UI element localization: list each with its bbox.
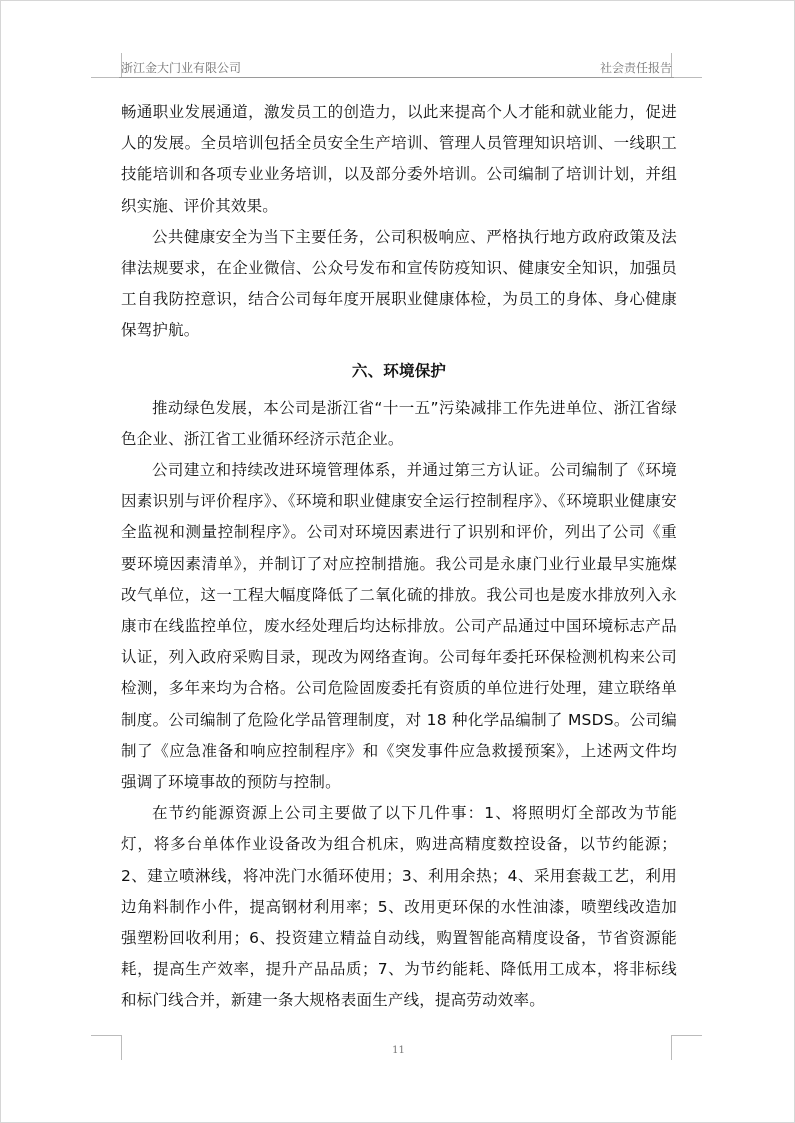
paragraph-environment-management: 公司建立和持续改进环境管理体系，并通过第三方认证。公司编制了《环境因素识别与评价程序》、《环境和职业健康安全运行控制程序》、《环境职业健康安全监视和测量控制程序》。公司对环境因素进行了识别和评价，列出了公司《重要环境因素清单》，并制订了对应控制措施。我公司是永康门业行业最早实施煤改气单位，这一工程大幅度降低了二氧化硫的排放。我公司也是废水排放列入永康市在线监控单位，废水经处理后均达标排放。公司产品通过中国环境标志产品认证，列入政府采购目录，现改为网络查询。公司每年委托环保检测机构来公司检测，多年来均为合格。公司危险固废委托有资质的单位进行处理，建立联络单制度。公司编制了危险化学品管理制度，对 18 种化学品编制了 MSDS。公司编制了《应急准备和响应控制程序》和《突发事件应急救援预案》，上述两文件均强调了环境事故的预防与控制。 <box>121 461 677 792</box>
paragraph-green-development: 推动绿色发展，本公司是浙江省“十一五”污染减排工作先进单位、浙江省绿色企业、浙江省工业循环经济示范企业。 <box>121 398 677 448</box>
section-heading-environment: 六、环境保护 <box>351 361 447 380</box>
header-company-name: 浙江金大门业有限公司 <box>121 61 242 75</box>
paragraph-energy-saving: 在节约能源资源上公司主要做了以下几件事：1、将照明灯全部改为节能灯，将多台单体作业设备改为组合机床，购进高精度数控设备，以节约能源；2、建立喷淋线，将冲洗门水循环使用；3、利用余热；4、采用套裁工艺，利用边角料制作小件，提高钢材利用率；5、改用更环保的水性油漆，喷塑线改造加强塑粉回收利用；6、投资建立精益自动线，购置智能高精度设备，节省资源能耗，提高生产效率，提升产品品质；7、为节约能耗、降低用工成本，将非标线和标门线合并，新建一条大规格表面生产线，提高劳动效率。 <box>121 804 677 1010</box>
page-number: 11 <box>392 1045 405 1056</box>
paragraph-public-health: 公共健康安全为当下主要任务，公司积极响应、严格执行地方政府政策及法律法规要求，在企业微信、公众号发布和宣传防疫知识、健康安全知识，加强员工自我防控意识，结合公司每年度开展职业健康体检，为员工的身体、身心健康保驾护航。 <box>121 227 677 340</box>
corner-mark-top-right <box>671 53 702 78</box>
header-divider <box>119 77 674 78</box>
paragraph-training: 畅通职业发展通道，激发员工的创造力，以此来提高个人才能和就业能力，促进人的发展。全员培训包括全员安全生产培训、管理人员管理知识培训、一线职工技能培训和各项专业业务培训，以及部分委外培训。公司编制了培训计划，并组织实施、评价其效果。 <box>121 103 677 215</box>
document-body <box>121 97 677 1017</box>
header-report-title: 社会责任报告 <box>599 61 672 75</box>
corner-mark-top-left <box>91 53 122 78</box>
